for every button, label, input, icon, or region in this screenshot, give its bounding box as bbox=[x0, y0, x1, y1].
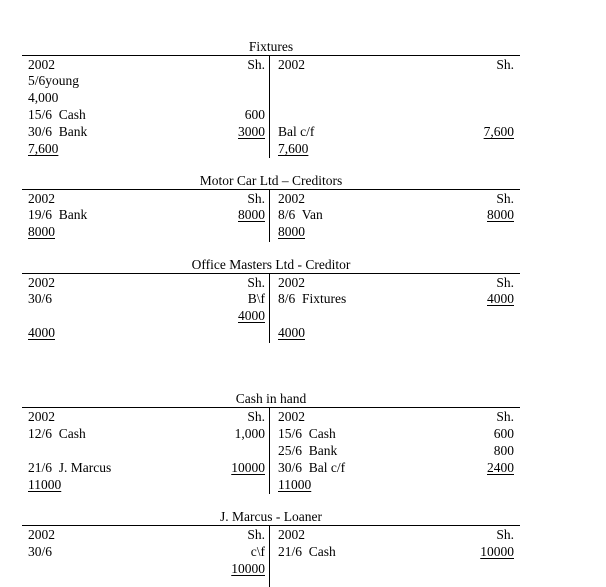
account-center-rule bbox=[269, 189, 270, 242]
left-sh: Sh. bbox=[247, 57, 265, 72]
account-top-rule bbox=[22, 525, 520, 526]
right-year: 2002 bbox=[278, 57, 305, 72]
left-row: 30/6 Bank bbox=[28, 124, 88, 139]
right-amount: 4000 bbox=[487, 291, 514, 306]
left-year: 2002 bbox=[28, 57, 55, 72]
right-row: 30/6 Bal c/f bbox=[278, 460, 346, 475]
ledger-office-masters bbox=[22, 256, 520, 346]
left-row: 30/6 bbox=[28, 544, 53, 559]
right-amount: 600 bbox=[493, 426, 514, 441]
right-row: 21/6 Cash bbox=[278, 544, 336, 559]
left-total: 4000 bbox=[28, 325, 55, 340]
left-amount: 3000 bbox=[238, 124, 265, 139]
right-row: 15/6 Cash bbox=[278, 426, 336, 441]
right-sh: Sh. bbox=[496, 191, 514, 206]
account-title: J. Marcus - Loaner bbox=[220, 509, 322, 524]
left-amount: c\f bbox=[250, 544, 265, 559]
left-row: 21/6 J. Marcus bbox=[28, 460, 112, 475]
left-sh: Sh. bbox=[247, 275, 265, 290]
left-total: 11000 bbox=[28, 477, 62, 492]
left-row: 19/6 Bank bbox=[28, 207, 88, 222]
right-total: 11000 bbox=[278, 477, 312, 492]
left-amount: 8000 bbox=[238, 207, 265, 222]
right-row: Bal c/f bbox=[278, 124, 315, 139]
account-center-rule bbox=[269, 55, 270, 158]
left-total: 10000 bbox=[231, 561, 265, 576]
left-sh: Sh. bbox=[247, 527, 265, 542]
left-amount: B\f bbox=[247, 291, 265, 306]
right-total: 7,600 bbox=[278, 141, 309, 156]
account-title: Motor Car Ltd – Creditors bbox=[199, 173, 343, 188]
right-amount: 10000 bbox=[480, 544, 514, 559]
ledger-j-marcus bbox=[22, 508, 520, 587]
left-year: 2002 bbox=[28, 527, 55, 542]
right-total: 4000 bbox=[278, 325, 305, 340]
account-title: Cash in hand bbox=[235, 391, 307, 406]
right-row: 8/6 Fixtures bbox=[278, 291, 347, 306]
account-title: Fixtures bbox=[248, 39, 294, 54]
right-total: 8000 bbox=[278, 224, 305, 239]
ledger-cash-in-hand bbox=[22, 390, 520, 496]
right-amount: 800 bbox=[493, 443, 514, 458]
ledger-fixtures bbox=[22, 38, 520, 160]
left-year: 2002 bbox=[28, 409, 55, 424]
right-year: 2002 bbox=[278, 409, 305, 424]
left-row: 4,000 bbox=[28, 90, 59, 105]
right-sh: Sh. bbox=[496, 275, 514, 290]
right-year: 2002 bbox=[278, 527, 305, 542]
left-amount: 1,000 bbox=[234, 426, 265, 441]
left-amount: 4000 bbox=[238, 308, 265, 323]
right-amount: 2400 bbox=[487, 460, 514, 475]
account-center-rule bbox=[269, 273, 270, 343]
account-title: Office Masters Ltd - Creditor bbox=[191, 257, 351, 272]
right-row: 8/6 Van bbox=[278, 207, 323, 222]
left-total: 8000 bbox=[28, 224, 55, 239]
left-sh: Sh. bbox=[247, 191, 265, 206]
right-year: 2002 bbox=[278, 191, 305, 206]
left-row: 12/6 Cash bbox=[28, 426, 86, 441]
account-center-rule bbox=[269, 407, 270, 494]
left-year: 2002 bbox=[28, 275, 55, 290]
left-year: 2002 bbox=[28, 191, 55, 206]
right-amount: 8000 bbox=[487, 207, 514, 222]
account-center-rule bbox=[269, 525, 270, 587]
right-amount: 7,600 bbox=[483, 124, 514, 139]
left-row: 30/6 bbox=[28, 291, 53, 306]
right-sh: Sh. bbox=[496, 527, 514, 542]
account-top-rule bbox=[22, 273, 520, 274]
account-top-rule bbox=[22, 55, 520, 56]
account-top-rule bbox=[22, 407, 520, 408]
left-amount: 600 bbox=[244, 107, 265, 122]
left-amount: 10000 bbox=[231, 460, 265, 475]
right-sh: Sh. bbox=[496, 57, 514, 72]
left-row: 5/6young bbox=[28, 73, 80, 88]
right-row: 25/6 Bank bbox=[278, 443, 338, 458]
left-total: 7,600 bbox=[28, 141, 59, 156]
account-top-rule bbox=[22, 189, 520, 190]
right-sh: Sh. bbox=[496, 409, 514, 424]
ledger-motor-car bbox=[22, 172, 520, 244]
left-row: 15/6 Cash bbox=[28, 107, 86, 122]
left-sh: Sh. bbox=[247, 409, 265, 424]
right-year: 2002 bbox=[278, 275, 305, 290]
